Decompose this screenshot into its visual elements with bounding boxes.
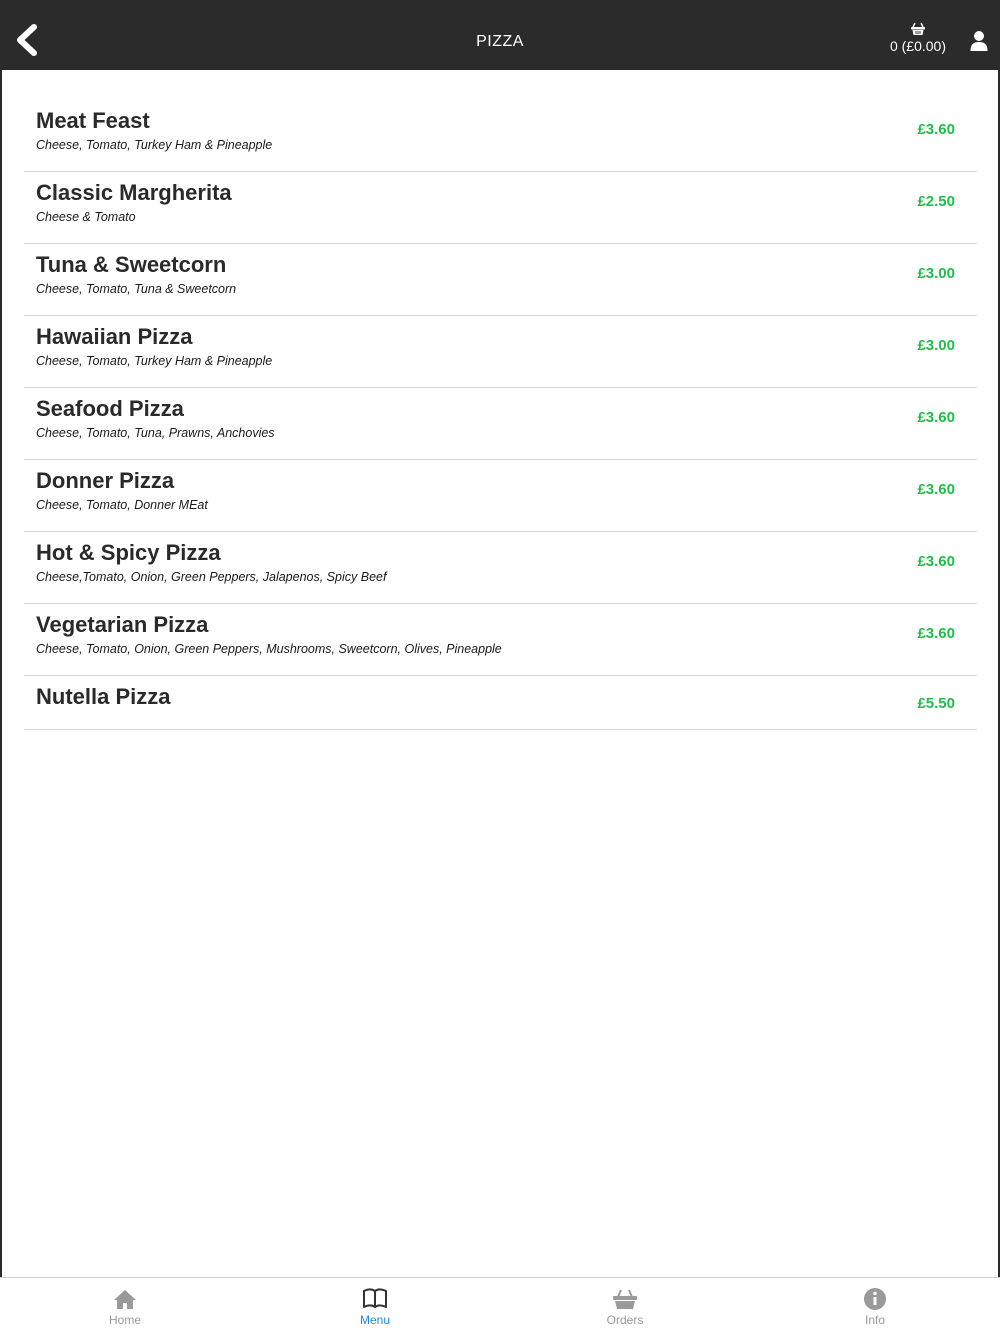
tab-menu[interactable] bbox=[250, 1278, 500, 1334]
basket-icon bbox=[910, 22, 926, 36]
user-icon bbox=[970, 30, 988, 52]
tab-label: Menu bbox=[359, 1313, 391, 1327]
item-description: Cheese, Tomato, Tuna, Prawns, Anchovies bbox=[36, 426, 275, 440]
item-name: Donner Pizza bbox=[36, 468, 175, 493]
item-price: £5.50 bbox=[917, 695, 955, 712]
menu-item[interactable] bbox=[24, 676, 977, 730]
page-title: PIZZA bbox=[476, 33, 524, 50]
menu-item[interactable] bbox=[24, 100, 977, 172]
item-description: Cheese, Tomato, Turkey Ham & Pineapple bbox=[36, 138, 273, 152]
item-price: £3.00 bbox=[917, 337, 955, 354]
item-description: Cheese,Tomato, Onion, Green Peppers, Jalapenos, Spicy Beef bbox=[36, 570, 387, 584]
tab-orders[interactable] bbox=[500, 1278, 750, 1334]
home-icon bbox=[112, 1287, 138, 1311]
tab-label: Info bbox=[864, 1313, 885, 1327]
item-price: £3.60 bbox=[917, 625, 955, 642]
menu-item[interactable] bbox=[24, 244, 977, 316]
item-name: Nutella Pizza bbox=[36, 684, 171, 709]
item-name: Meat Feast bbox=[36, 108, 150, 133]
item-name: Hot & Spicy Pizza bbox=[36, 540, 221, 565]
item-price: £3.60 bbox=[917, 481, 955, 498]
menu-item[interactable] bbox=[24, 460, 977, 532]
item-description: Cheese, Tomato, Donner MEat bbox=[36, 498, 208, 512]
item-description: Cheese, Tomato, Tuna & Sweetcorn bbox=[36, 282, 237, 296]
item-price: £3.60 bbox=[917, 409, 955, 426]
item-price: £3.60 bbox=[917, 121, 955, 138]
menu-item[interactable] bbox=[24, 172, 977, 244]
item-name: Classic Margherita bbox=[36, 180, 232, 205]
info-icon bbox=[862, 1287, 888, 1311]
tab-home[interactable] bbox=[0, 1278, 250, 1334]
item-price: £3.60 bbox=[917, 553, 955, 570]
cart-button[interactable] bbox=[886, 22, 950, 54]
book-icon bbox=[362, 1287, 388, 1311]
item-price: £2.50 bbox=[917, 193, 955, 210]
item-name: Seafood Pizza bbox=[36, 396, 184, 421]
basket-icon bbox=[612, 1287, 638, 1311]
item-price: £3.00 bbox=[917, 265, 955, 282]
menu-item[interactable] bbox=[24, 532, 977, 604]
tab-label: Orders bbox=[606, 1313, 644, 1327]
menu-item[interactable] bbox=[24, 316, 977, 388]
tab-info[interactable] bbox=[750, 1278, 1000, 1334]
top-bar bbox=[0, 0, 1000, 70]
item-name: Vegetarian Pizza bbox=[36, 612, 209, 637]
tab-label: Home bbox=[108, 1313, 141, 1327]
account-button[interactable] bbox=[970, 30, 988, 52]
bottom-tab-bar bbox=[0, 1277, 1000, 1334]
item-description: Cheese & Tomato bbox=[36, 210, 136, 224]
item-description: Cheese, Tomato, Turkey Ham & Pineapple bbox=[36, 354, 273, 368]
item-description: Cheese, Tomato, Onion, Green Peppers, Mushrooms, Sweetcorn, Olives, Pineapple bbox=[36, 642, 502, 656]
item-name: Tuna & Sweetcorn bbox=[36, 252, 227, 277]
menu-list bbox=[24, 100, 977, 730]
menu-item[interactable] bbox=[24, 604, 977, 676]
cart-summary: 0 (£0.00) bbox=[889, 38, 947, 54]
frame-left-border bbox=[0, 0, 2, 1334]
item-name: Hawaiian Pizza bbox=[36, 324, 193, 349]
menu-item[interactable] bbox=[24, 388, 977, 460]
